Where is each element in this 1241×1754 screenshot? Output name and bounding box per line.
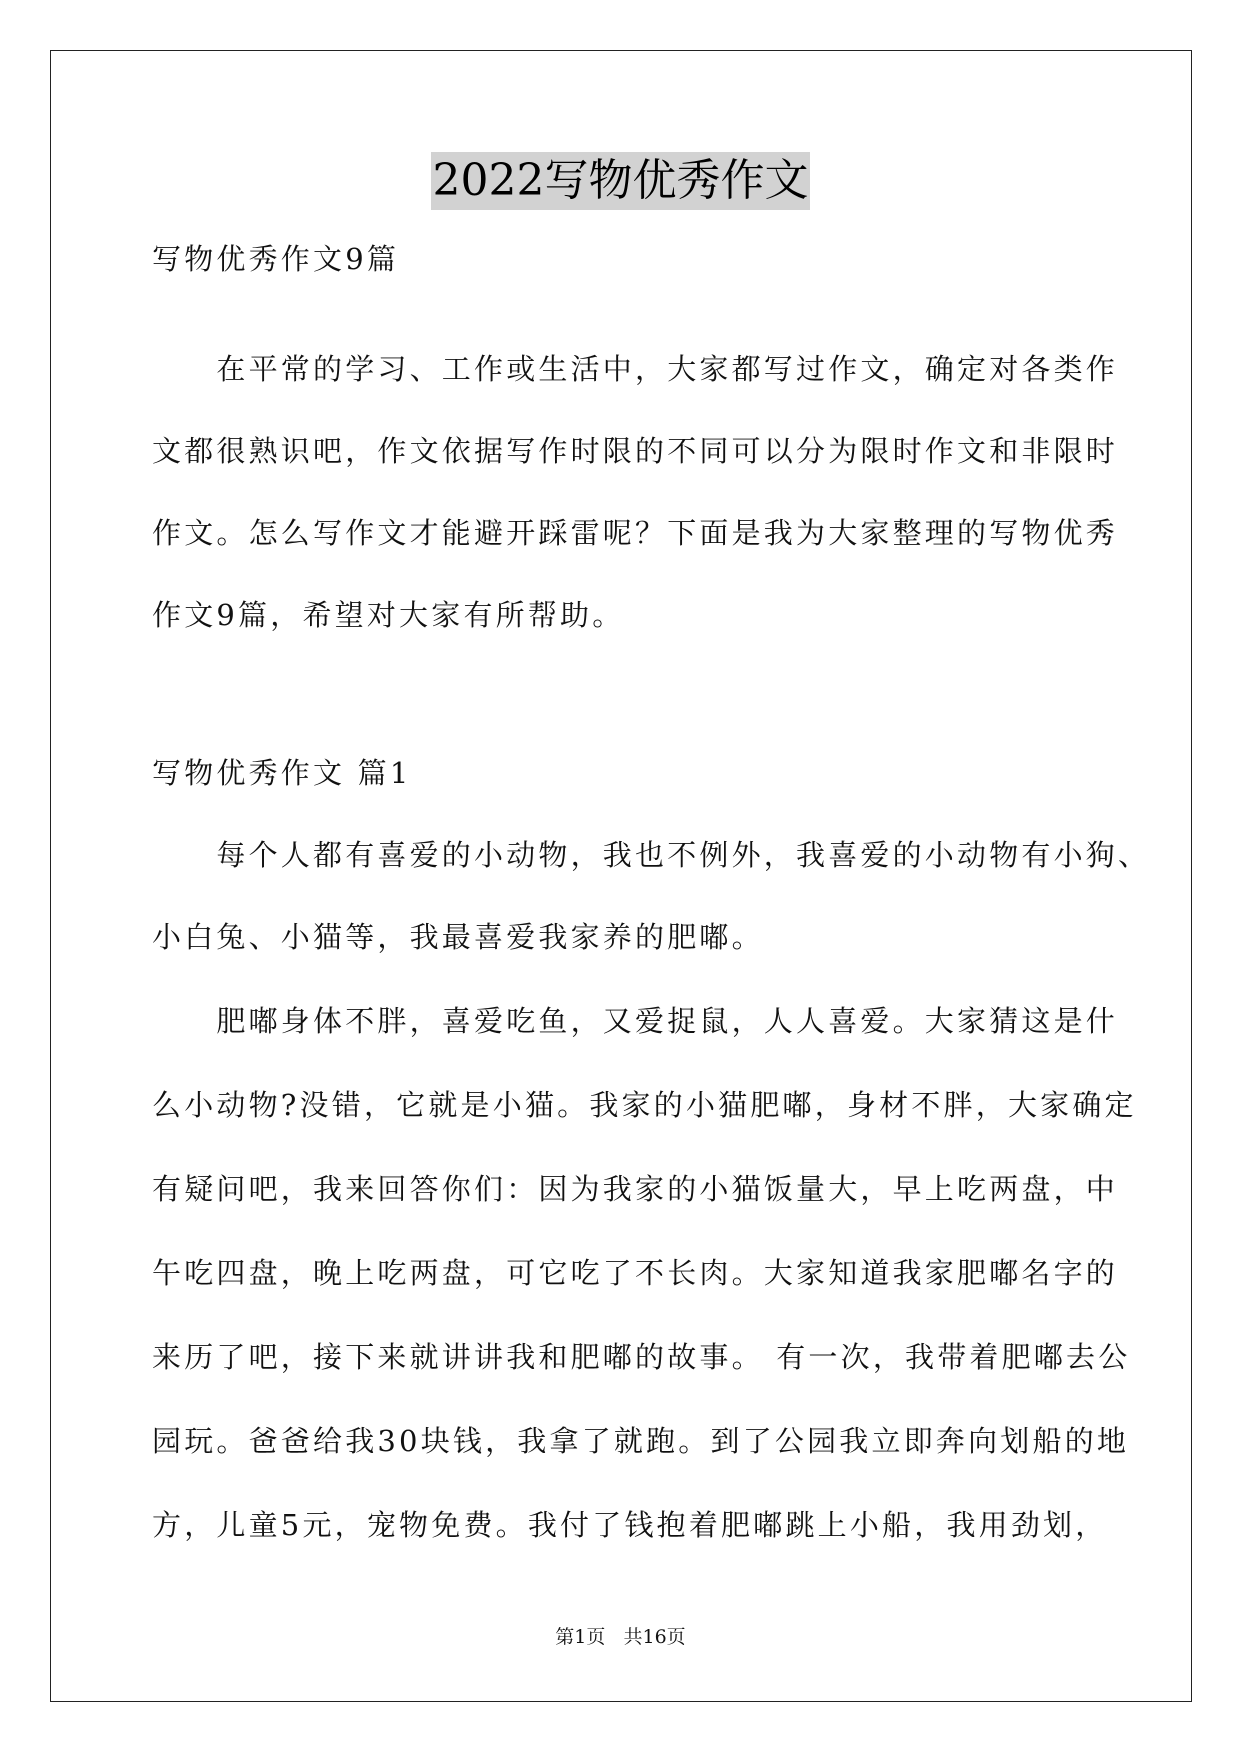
page-footer: 第1页 共16页	[555, 1626, 686, 1648]
paragraph-line: 方，儿童5元，宠物免费。我付了钱抱着肥嘟跳上小船，我用劲划，	[152, 1508, 1108, 1542]
paragraph-line: 么小动物?没错，它就是小猫。我家的小猫肥嘟，身材不胖，大家确定	[152, 1088, 1137, 1122]
paragraph-line: 每个人都有喜爱的小动物，我也不例外，我喜爱的小动物有小狗、	[152, 838, 1151, 872]
paragraph-line: 在平常的学习、工作或生活中，大家都写过作文，确定对各类作	[152, 352, 1119, 386]
paragraph-line: 作文。怎么写作文才能避开踩雷呢？下面是我为大家整理的写物优秀	[152, 516, 1119, 550]
paragraph-line: 来历了吧，接下来就讲讲我和肥嘟的故事。 有一次，我带着肥嘟去公	[152, 1340, 1131, 1374]
paragraph-line: 园玩。爸爸给我30块钱，我拿了就跑。到了公园我立即奔向划船的地	[152, 1424, 1130, 1458]
section-heading: 写物优秀作文 篇1	[152, 756, 412, 790]
paragraph-line: 肥嘟身体不胖，喜爱吃鱼，又爱捉鼠，人人喜爱。大家猜这是什	[152, 1004, 1119, 1038]
subtitle-line: 写物优秀作文9篇	[152, 242, 400, 276]
paragraph-line: 小白兔、小猫等，我最喜爱我家养的肥嘟。	[152, 920, 764, 954]
paragraph-line: 文都很熟识吧，作文依据写作时限的不同可以分为限时作文和非限时	[152, 434, 1119, 468]
title-container	[0, 152, 1241, 210]
paragraph-line: 有疑问吧，我来回答你们：因为我家的小猫饭量大，早上吃两盘，中	[152, 1172, 1119, 1206]
paragraph-line: 午吃四盘，晚上吃两盘，可它吃了不长肉。大家知道我家肥嘟名字的	[152, 1256, 1119, 1290]
document-title: 2022写物优秀作文	[431, 152, 811, 210]
paragraph-line: 作文9篇，希望对大家有所帮助。	[152, 598, 625, 632]
